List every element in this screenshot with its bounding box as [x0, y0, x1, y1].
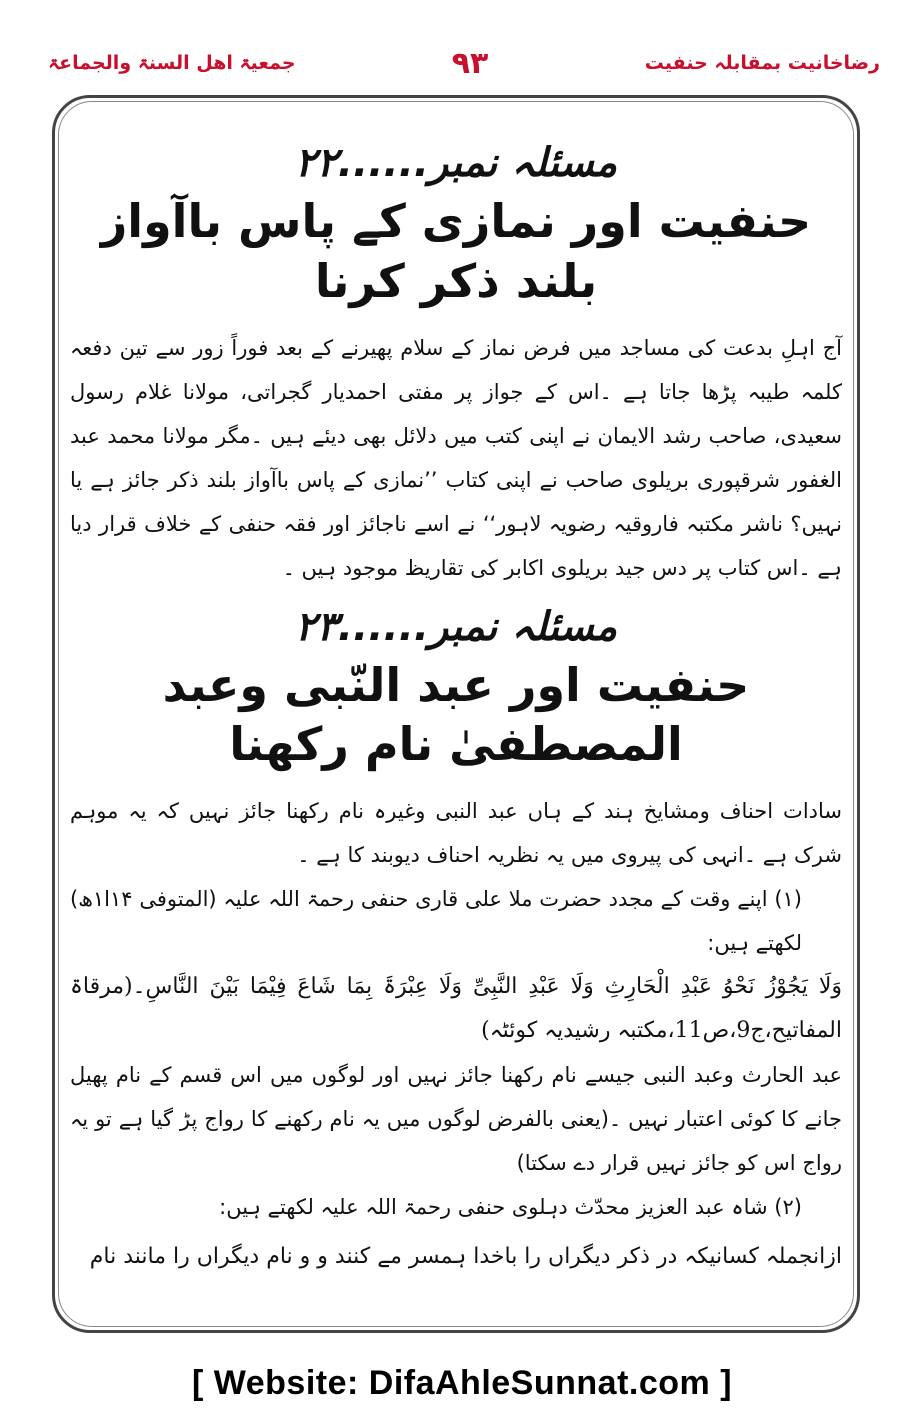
section-22-paragraph: آج اہلِ بدعت کی مساجد میں فرض نماز کے سلام پھیرنے کے بعد فوراً زور سے تین دفعہ کلمہ طیبہ پڑھا جاتا ہے ۔اس کے جواز پر مفتی احمدیار گجراتی، مولانا غلام رسول سعیدی، صاحب رشد الایمان نے اپنی کتب میں دلائل بھی دیئے ہیں ۔مگر مولانا محمد عبد الغفور شرقپوری بریلوی صاحب نے اپنی کتاب ’’نمازی کے پاس باآواز بلند ذکر جائز ہے یا نہیں؟ ناشر مکتبہ فاروقیہ رضویہ لاہور‘‘ نے اسے ناجائز اور فقہ حنفی کے خلاف قرار دیا ہے ۔اس کتاب پر دس جید بریلوی اکابر کی تقاریظ موجود ہیں ۔: [70, 335, 842, 580]
website-footer: [ Website: DifaAhleSunnat.com ]: [191, 1364, 733, 1402]
page-content: [70, 130, 842, 1279]
publisher-title: جمعیۃ اھل السنۃ والجماعۃ: [48, 52, 296, 74]
quote-1-intro: (۱) اپنے وقت کے مجدد حضرت ملا علی قاری حنفی رحمۃ اللہ علیہ (المتوفی ۱۴ا۱ھ) لکھتے ہیں:: [70, 887, 802, 956]
running-header: [0, 48, 924, 88]
section-23-paragraph: سادات احناف ومشایخ ہند کے ہاں عبد النبی وغیرہ نام رکھنا جائز نہیں کہ یہ موہم شرک ہے ۔انہی کی پیروی میں یہ نظریہ احناف دیوبند کا ہے ۔: [70, 799, 842, 868]
arabic-quote: وَلَا یَجُوْزُ نَحْوُ عَبْدِ الْحَارِثِ وَلَا عَبْدِ النَّبِیِّ وَلَا عِبْرَۃَ بِمَا شَاعَ فِیْمَا بَیْنَ النَّاسِ۔(مرقاۃ المفاتیح،ج9،ص11،مکتبہ رشیدیہ کوئٹہ): [70, 974, 842, 1044]
quote-2-intro: (۲) شاہ عبد العزیز محدّث دہلوی حنفی رحمۃ اللہ علیہ لکھتے ہیں:: [219, 1195, 802, 1220]
page-number: ۹۳: [451, 46, 489, 81]
section-22-heading: حنفیت اور نمازی کے پاس باآواز بلند ذکر کرنا: [100, 194, 812, 308]
persian-quote: ازانجملہ کسانیکہ در ذکر دیگراں را باخدا ہمسر مے کنند و و نام دیگراں را مانند نام: [89, 1244, 842, 1270]
quote-1-translation: عبد الحارث وعبد النبی جیسے نام رکھنا جائز نہیں اور لوگوں میں اس قسم کے نام پھیل جانے کا کوئی اعتبار نہیں ۔(یعنی بالفرض لوگوں میں یہ نام رکھنے کا رواج پڑ گیا ہے تو یہ رواج اس کو جائز نہیں قرار دے سکتا): [70, 1063, 842, 1176]
masala-23-title: مسئلہ نمبر......۲۳: [294, 603, 618, 650]
masala-22-title: مسئلہ نمبر......۲۲: [294, 140, 618, 186]
book-title: رضاخانیت بمقابلہ حنفیت: [644, 52, 880, 74]
section-23-heading: حنفیت اور عبد النّبی وعبد المصطفیٰ نام رکھنا: [162, 657, 750, 772]
